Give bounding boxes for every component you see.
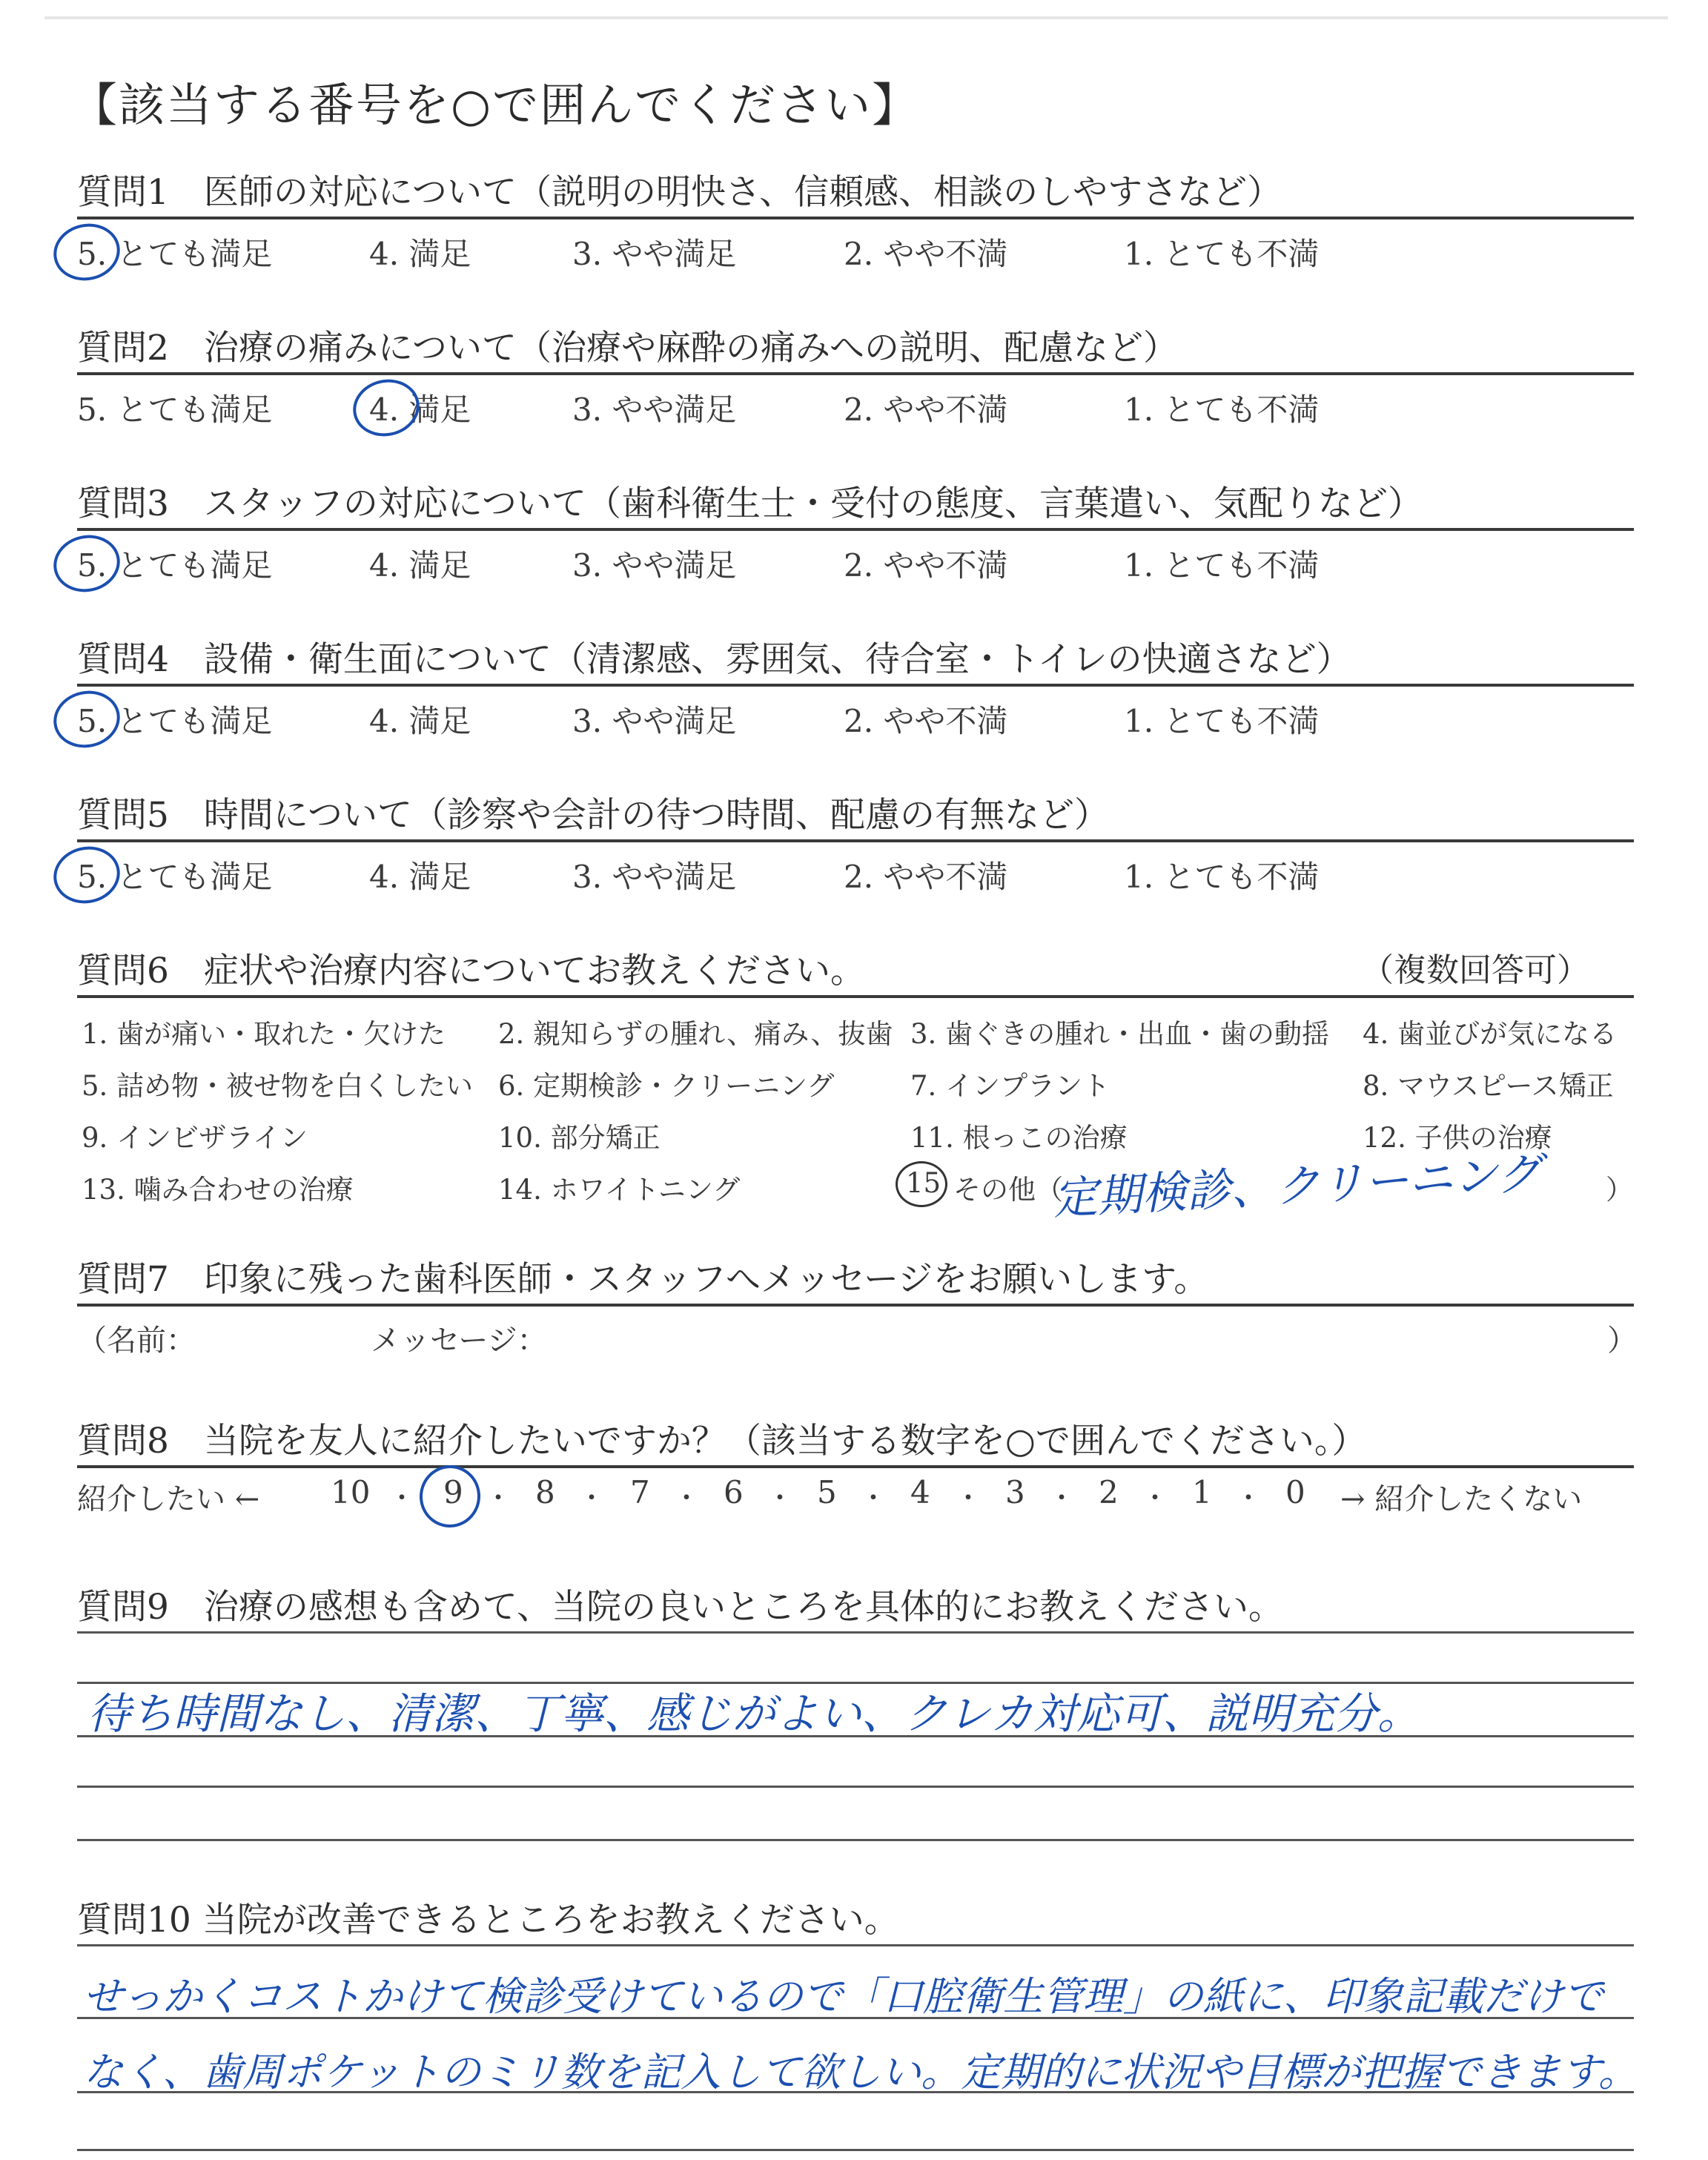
q3-option-2[interactable]: 2. やや不満: [844, 547, 1008, 584]
q8-separator: ・: [1142, 1483, 1169, 1513]
q6-option-6[interactable]: 6. 定期検診・クリーニング: [498, 1070, 835, 1102]
q9-writing-line: [77, 1786, 1634, 1788]
q6-option-14[interactable]: 14. ホワイトニング: [498, 1174, 741, 1206]
question-3-title: 質問3 スタッフの対応について（歯科衛生士・受付の態度、言葉遣い、気配りなど）: [77, 483, 1423, 524]
q2-option-2[interactable]: 2. やや不満: [844, 392, 1008, 428]
q8-right-label: → 紹介したくない: [1340, 1482, 1583, 1516]
q8-number-3[interactable]: 3: [1005, 1474, 1025, 1510]
q7-name-label: （名前：: [77, 1324, 196, 1358]
q1-option-2[interactable]: 2. やや不満: [844, 236, 1008, 272]
q8-separator: ・: [485, 1483, 512, 1513]
q2-option-4[interactable]: 4. 満足: [369, 392, 471, 428]
q6-option-15-close: ）: [1606, 1174, 1633, 1206]
q1-option-5[interactable]: 5. とても満足: [77, 236, 273, 272]
q6-other-answer[interactable]: 定期検診、クリーニング: [1051, 1147, 1543, 1226]
question-1-rule: [77, 217, 1634, 219]
q5-selection-circle: [48, 840, 125, 909]
q4-option-1[interactable]: 1. とても不満: [1124, 703, 1320, 739]
q5-option-2[interactable]: 2. やや不満: [844, 859, 1008, 895]
q8-separator: ・: [860, 1483, 887, 1513]
q3-selection-circle: [48, 529, 125, 598]
q8-separator: ・: [1048, 1483, 1076, 1513]
q4-selection-circle: [48, 684, 125, 753]
q6-option-15-circle: [896, 1161, 947, 1207]
q1-option-4[interactable]: 4. 満足: [369, 236, 471, 272]
q1-selection-circle: [48, 217, 125, 286]
q9-writing-line: [77, 1631, 1634, 1634]
q8-number-2[interactable]: 2: [1099, 1474, 1119, 1510]
q6-option-8[interactable]: 8. マウスピース矯正: [1363, 1070, 1614, 1102]
q6-option-1[interactable]: 1. 歯が痛い・取れた・欠けた: [82, 1018, 446, 1050]
q7-close-paren: ）: [1607, 1324, 1637, 1358]
question-9-title: 質問9 治療の感想も含めて、当院の良いところを具体的にお教えください。: [77, 1587, 1283, 1628]
q8-number-9[interactable]: 9: [443, 1474, 463, 1510]
q4-option-4[interactable]: 4. 満足: [369, 703, 471, 739]
question-5-rule: [77, 839, 1634, 842]
q6-option-5[interactable]: 5. 詰め物・被せ物を白くしたい: [82, 1070, 474, 1102]
q8-number-5[interactable]: 5: [817, 1474, 837, 1510]
q8-separator: ・: [767, 1483, 794, 1513]
q8-left-label: 紹介したい ←: [77, 1482, 260, 1516]
q1-option-1[interactable]: 1. とても不満: [1124, 236, 1320, 272]
q8-number-1[interactable]: 1: [1192, 1474, 1212, 1510]
q8-number-10[interactable]: 10: [331, 1474, 371, 1510]
q3-option-5[interactable]: 5. とても満足: [77, 547, 273, 584]
q2-option-5[interactable]: 5. とても満足: [77, 392, 273, 428]
q2-option-3[interactable]: 3. やや満足: [572, 392, 737, 428]
question-2-rule: [77, 372, 1634, 375]
question-4-rule: [77, 684, 1634, 687]
q6-option-13[interactable]: 13. 噛み合わせの治療: [82, 1174, 354, 1206]
q10-writing-line: [77, 1944, 1634, 1946]
question-6-rule: [77, 995, 1634, 998]
q8-selection-circle: [416, 1462, 485, 1532]
question-7-rule: [77, 1304, 1634, 1307]
q6-option-15-number[interactable]: 15: [906, 1167, 941, 1199]
q2-selection-circle: [348, 373, 425, 442]
q6-option-2[interactable]: 2. 親知らずの腫れ、痛み、抜歯: [498, 1018, 893, 1050]
q4-option-3[interactable]: 3. やや満足: [572, 703, 737, 739]
question-1-title: 質問1 医師の対応について（説明の明快さ、信頼感、相談のしやすさなど）: [77, 172, 1282, 213]
page-header: 【該当する番号を○で囲んでください】: [71, 78, 920, 132]
question-10-title: 質問10 当院が改善できるところをお教えください。: [77, 1900, 899, 1941]
q10-answer-line-2[interactable]: なく、歯周ポケットのミリ数を記入して欲しい。定期的に状況や目標が把握できます。: [83, 2049, 1638, 2095]
q3-option-1[interactable]: 1. とても不満: [1124, 547, 1320, 584]
q6-option-11[interactable]: 11. 根っこの治療: [910, 1122, 1128, 1154]
question-6-title: 質問6 症状や治療内容についてお教えください。: [77, 951, 865, 991]
q5-option-1[interactable]: 1. とても不満: [1124, 859, 1320, 895]
q8-number-0[interactable]: 0: [1285, 1474, 1305, 1510]
q2-option-1[interactable]: 1. とても不満: [1124, 392, 1320, 428]
q10-answer-line-1[interactable]: せっかくコストかけて検診受けているので「口腔衛生管理」の紙に、印象記載だけで: [83, 1973, 1603, 2020]
q7-message-label: メッセージ：: [371, 1324, 547, 1358]
q5-option-4[interactable]: 4. 満足: [369, 859, 471, 895]
q5-option-5[interactable]: 5. とても満足: [77, 859, 273, 895]
q6-option-7[interactable]: 7. インプラント: [910, 1070, 1110, 1102]
q8-separator: ・: [578, 1483, 606, 1513]
q8-separator: ・: [388, 1483, 416, 1513]
q1-option-3[interactable]: 3. やや満足: [572, 236, 737, 272]
q6-option-12[interactable]: 12. 子供の治療: [1363, 1122, 1552, 1154]
question-5-title: 質問5 時間について（診察や会計の待つ時間、配慮の有無など）: [77, 795, 1109, 836]
q9-answer[interactable]: 待ち時間なし、清潔、丁寧、感じがよい、クレカ対応可、説明充分。: [87, 1688, 1421, 1739]
q8-number-4[interactable]: 4: [910, 1474, 930, 1510]
q5-option-3[interactable]: 3. やや満足: [572, 859, 737, 895]
q8-separator: ・: [673, 1483, 701, 1513]
question-4-title: 質問4 設備・衛生面について（清潔感、雰囲気、待合室・トイレの快適さなど）: [77, 639, 1351, 680]
q3-option-3[interactable]: 3. やや満足: [572, 547, 737, 584]
page-top-edge: [44, 16, 1668, 19]
q6-option-15-label: その他（: [953, 1174, 1063, 1206]
q8-number-7[interactable]: 7: [630, 1474, 650, 1510]
q6-option-4[interactable]: 4. 歯並びが気になる: [1363, 1018, 1618, 1050]
q3-option-4[interactable]: 4. 満足: [369, 547, 471, 584]
q4-option-2[interactable]: 2. やや不満: [844, 703, 1008, 739]
q6-option-9[interactable]: 9. インビザライン: [82, 1122, 308, 1154]
q8-separator: ・: [1235, 1483, 1262, 1513]
question-8-title: 質問8 当院を友人に紹介したいですか？（該当する数字を○で囲んでください。）: [77, 1421, 1367, 1462]
q8-number-8[interactable]: 8: [535, 1474, 555, 1510]
q9-writing-line: [77, 1839, 1634, 1841]
q8-separator: ・: [955, 1483, 982, 1513]
question-6-note: （複数回答可）: [1361, 951, 1589, 989]
q6-option-3[interactable]: 3. 歯ぐきの腫れ・出血・歯の動揺: [910, 1018, 1330, 1050]
q6-option-10[interactable]: 10. 部分矯正: [498, 1122, 661, 1154]
question-2-title: 質問2 治療の痛みについて（治療や麻酔の痛みへの説明、配慮など）: [77, 328, 1179, 369]
question-8-rule: [77, 1465, 1634, 1468]
q10-writing-line: [77, 2149, 1634, 2151]
q8-number-6[interactable]: 6: [724, 1474, 744, 1510]
q4-option-5[interactable]: 5. とても満足: [77, 703, 273, 739]
question-7-title: 質問7 印象に残った歯科医師・スタッフへメッセージをお願いします。: [77, 1259, 1209, 1300]
question-3-rule: [77, 528, 1634, 531]
